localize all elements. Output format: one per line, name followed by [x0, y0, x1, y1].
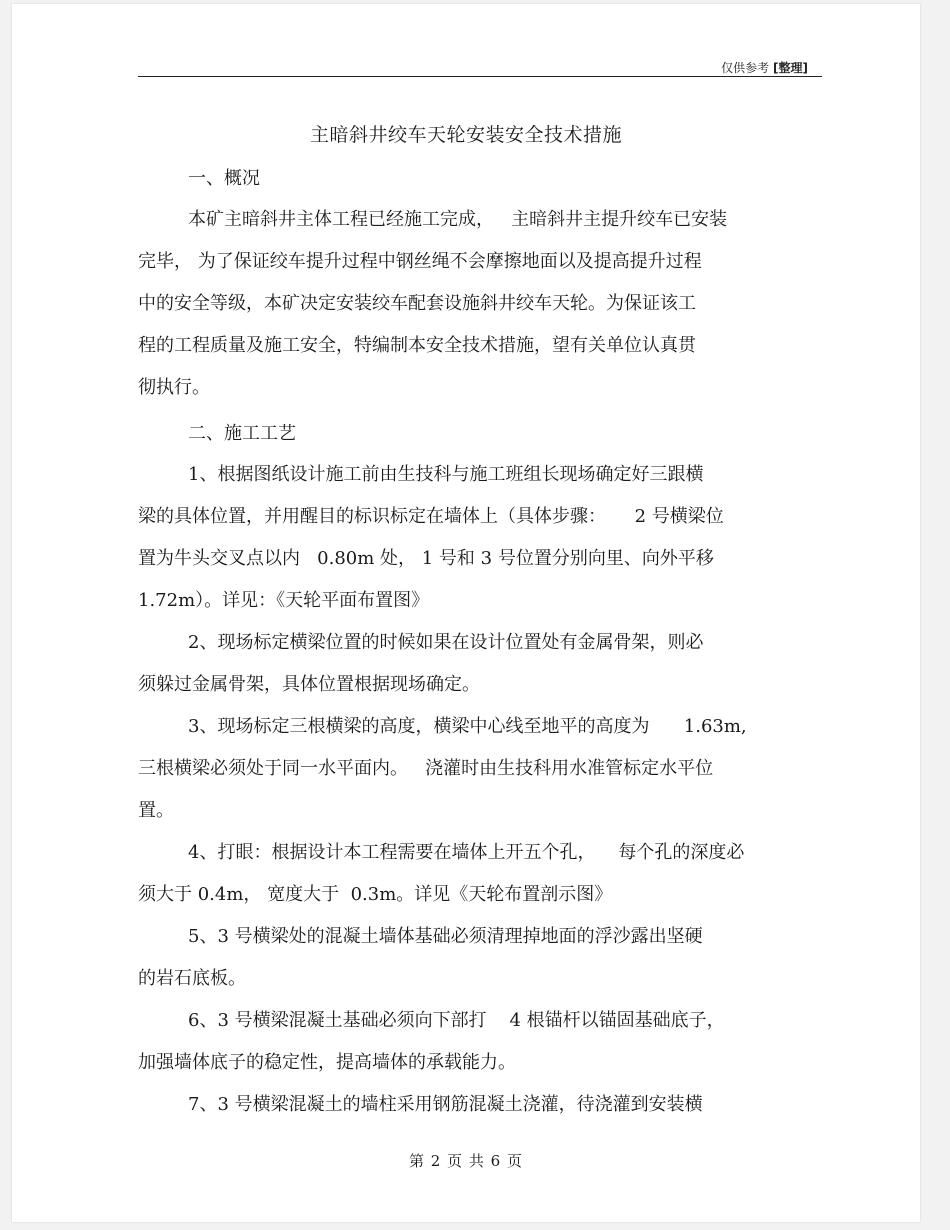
paragraph-item-3	[138, 706, 828, 832]
document-page	[12, 4, 920, 1222]
paragraph-line: 3、现场标定三根横梁的高度，横梁中心线至地平的高度为 1.63m,	[188, 716, 747, 737]
section-heading-overview: 一、概况	[188, 168, 260, 189]
paragraph-line: 1.72m）。详见：《天轮平面布置图》	[138, 590, 430, 611]
paragraph-line: 须大于 0.4m， 宽度大于 0.3m。详见《天轮布置剖示图》	[138, 884, 613, 905]
paragraph-line: 6、3 号横梁混凝土基础必须向下部打 4 根锚杆以锚固基础底子，	[188, 1010, 725, 1031]
header-rule	[138, 76, 822, 77]
paragraph-line: 彻执行。	[138, 377, 210, 398]
header-tag: [整理]	[773, 61, 808, 75]
paragraph-item-4	[138, 832, 828, 916]
paragraph-item-5	[138, 916, 828, 1000]
header-note	[721, 59, 808, 76]
paragraph-line: 的岩石底板。	[138, 968, 246, 989]
paragraph-line: 置。	[138, 800, 174, 821]
paragraph-overview	[138, 199, 828, 409]
document-title: 主暗斜井绞车天轮安装安全技术措施	[309, 124, 622, 146]
paragraph-line: 加强墙体底子的稳定性，提高墙体的承载能力。	[138, 1052, 516, 1073]
paragraph-line: 中的安全等级，本矿决定安装绞车配套设施斜井绞车天轮。为保证该工	[138, 293, 696, 314]
paragraph-line: 4、打眼：根据设计本工程需要在墙体上开五个孔， 每个孔的深度必	[188, 842, 745, 863]
paragraph-line: 三根横梁必须处于同一水平面内。 浇灌时由生技科用水准管标定水平位	[138, 758, 714, 779]
paragraph-line: 2、现场标定横梁位置的时候如果在设计位置处有金属骨架，则必	[188, 632, 704, 653]
paragraph-item-1	[138, 454, 828, 622]
paragraph-line: 须躲过金属骨架，具体位置根据现场确定。	[138, 674, 480, 695]
paragraph-line: 1、根据图纸设计施工前由生技科与施工班组长现场确定好三跟横	[188, 464, 704, 485]
page-number-footer: 第 2 页 共 6 页	[409, 1152, 523, 1170]
paragraph-item-7	[138, 1084, 828, 1126]
section-heading-process: 二、施工工艺	[188, 423, 296, 444]
paragraph-line: 7、3 号横梁混凝土的墙柱采用钢筋混凝土浇灌，待浇灌到安装横	[188, 1094, 703, 1115]
header-note-text: 仅供参考	[721, 61, 770, 75]
paragraph-line: 程的工程质量及施工安全，特编制本安全技术措施，望有关单位认真贯	[138, 335, 696, 356]
paragraph-line: 本矿主暗斜井主体工程已经施工完成， 主暗斜井主提升绞车已安装	[188, 209, 728, 230]
paragraph-line: 梁的具体位置，并用醒目的标识标定在墙体上（具体步骤： 2 号横梁位	[138, 506, 724, 527]
paragraph-item-6	[138, 1000, 828, 1084]
paragraph-line: 完毕， 为了保证绞车提升过程中钢丝绳不会摩擦地面以及提高提升过程	[138, 251, 702, 272]
paragraph-line: 5、3 号横梁处的混凝土墙体基础必须清理掉地面的浮沙露出坚硬	[188, 926, 703, 947]
paragraph-item-2	[138, 622, 828, 706]
paragraph-line: 置为牛头交叉点以内 0.80m 处， 1 号和 3 号位置分别向里、向外平移	[138, 548, 714, 569]
